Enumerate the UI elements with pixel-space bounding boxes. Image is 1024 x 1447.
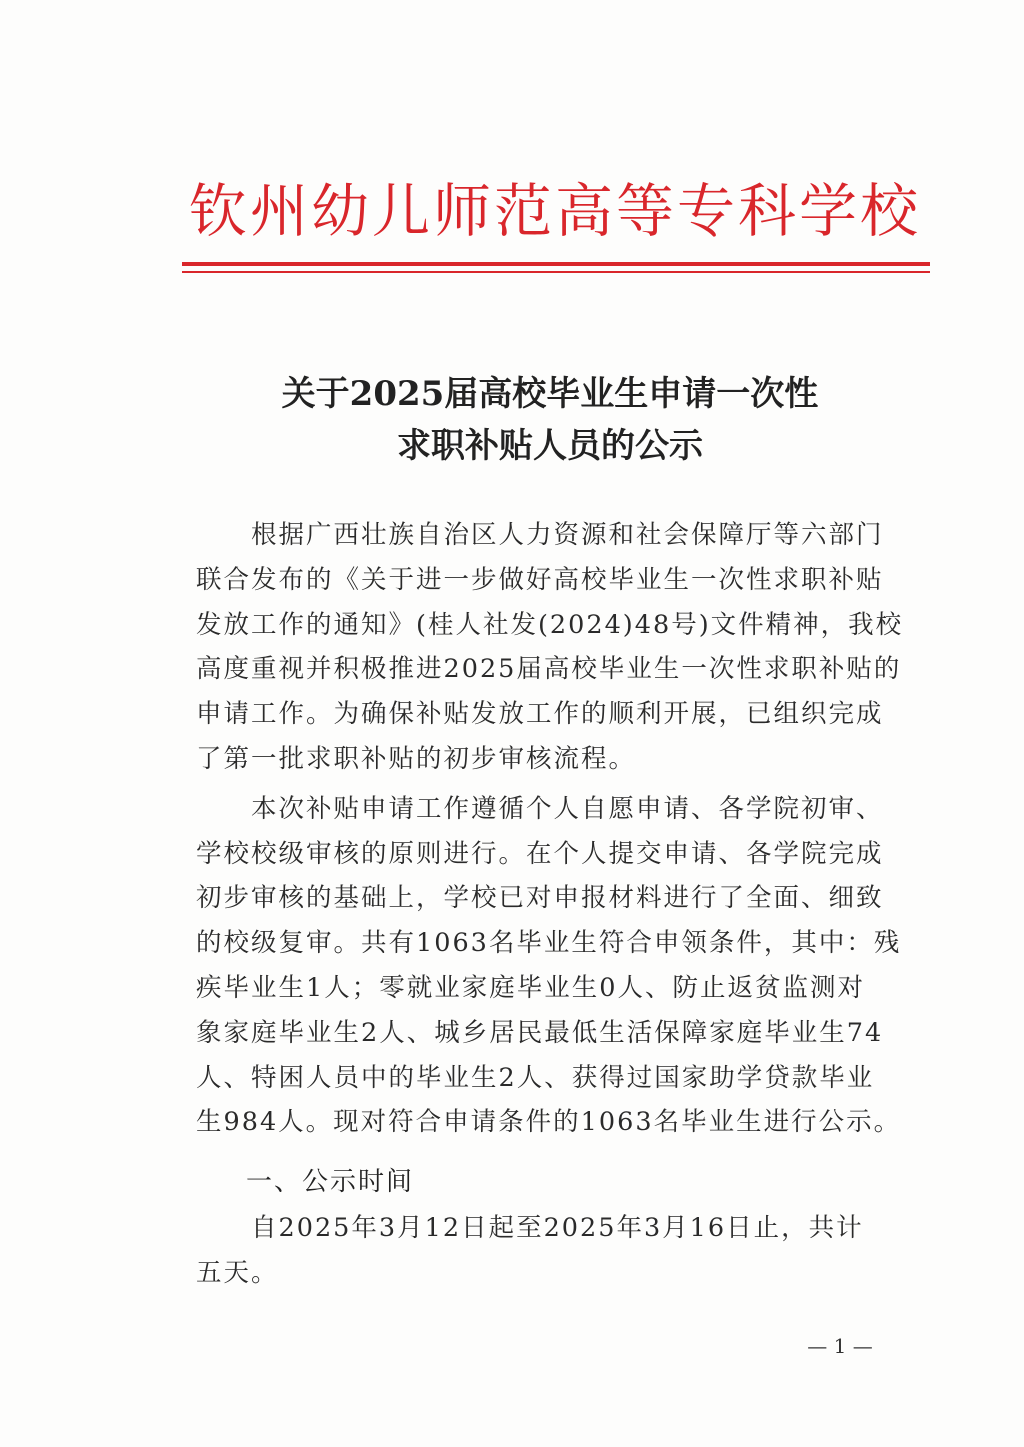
letterhead-red-rule-thick xyxy=(182,262,930,266)
paragraph-line: 的校级复审。共有1063名毕业生符合申领条件，其中：残 xyxy=(196,928,902,959)
paragraph-line: 高度重视并积极推进2025届高校毕业生一次性求职补贴的 xyxy=(196,654,902,685)
paragraph-publicity-period xyxy=(196,1206,880,1296)
paragraph-line: 五天。 xyxy=(196,1257,279,1288)
paragraph-line: 了第一批求职补贴的初步审核流程。 xyxy=(196,743,637,774)
document-title-line-2: 求职补贴人员的公示 xyxy=(397,426,703,466)
paragraph-line: 学校校级审核的原则进行。在个人提交申请、各学院完成 xyxy=(196,838,884,869)
section-heading-publicity-period: 一、公示时间 xyxy=(246,1167,415,1197)
paragraph-line: 自2025年3月12日起至2025年3月16日止，共计 xyxy=(196,1213,864,1243)
letterhead-school-name: 钦州幼儿师范高等专科学校 xyxy=(188,177,921,245)
paragraph-line: 象家庭毕业生2人、城乡居民最低生活保障家庭毕业生74 xyxy=(196,1017,884,1048)
paragraph-basis xyxy=(196,513,904,782)
paragraph-line: 生984人。现对符合申请条件的1063名毕业生进行公示。 xyxy=(196,1107,902,1138)
paragraph-review-results xyxy=(196,787,902,1145)
document-body xyxy=(196,513,904,1145)
paragraph-line: 联合发布的《关于进一步做好高校毕业生一次性求职补贴 xyxy=(196,564,884,595)
paragraph-line: 疾毕业生1人；零就业家庭毕业生0人、防止返贫监测对 xyxy=(196,972,865,1003)
paragraph-line: 人、特困人员中的毕业生2人、获得过国家助学贷款毕业 xyxy=(196,1062,875,1093)
paragraph-line: 本次补贴申请工作遵循个人自愿申请、各学院初审、 xyxy=(196,793,884,824)
page-number: — 1 — xyxy=(807,1334,873,1358)
document-title-line-1: 关于2025届高校毕业生申请一次性 xyxy=(281,374,819,414)
paragraph-line: 申请工作。为确保补贴发放工作的顺利开展，已组织完成 xyxy=(196,699,884,730)
paragraph-line: 发放工作的通知》(桂人社发(2024)48号)文件精神，我校 xyxy=(196,609,904,640)
paragraph-line: 根据广西壮族自治区人力资源和社会保障厅等六部门 xyxy=(196,520,884,550)
document-title xyxy=(150,368,950,472)
letterhead-red-rule-thin xyxy=(182,271,930,273)
paragraph-line: 初步审核的基础上，学校已对申报材料进行了全面、细致 xyxy=(196,883,884,914)
